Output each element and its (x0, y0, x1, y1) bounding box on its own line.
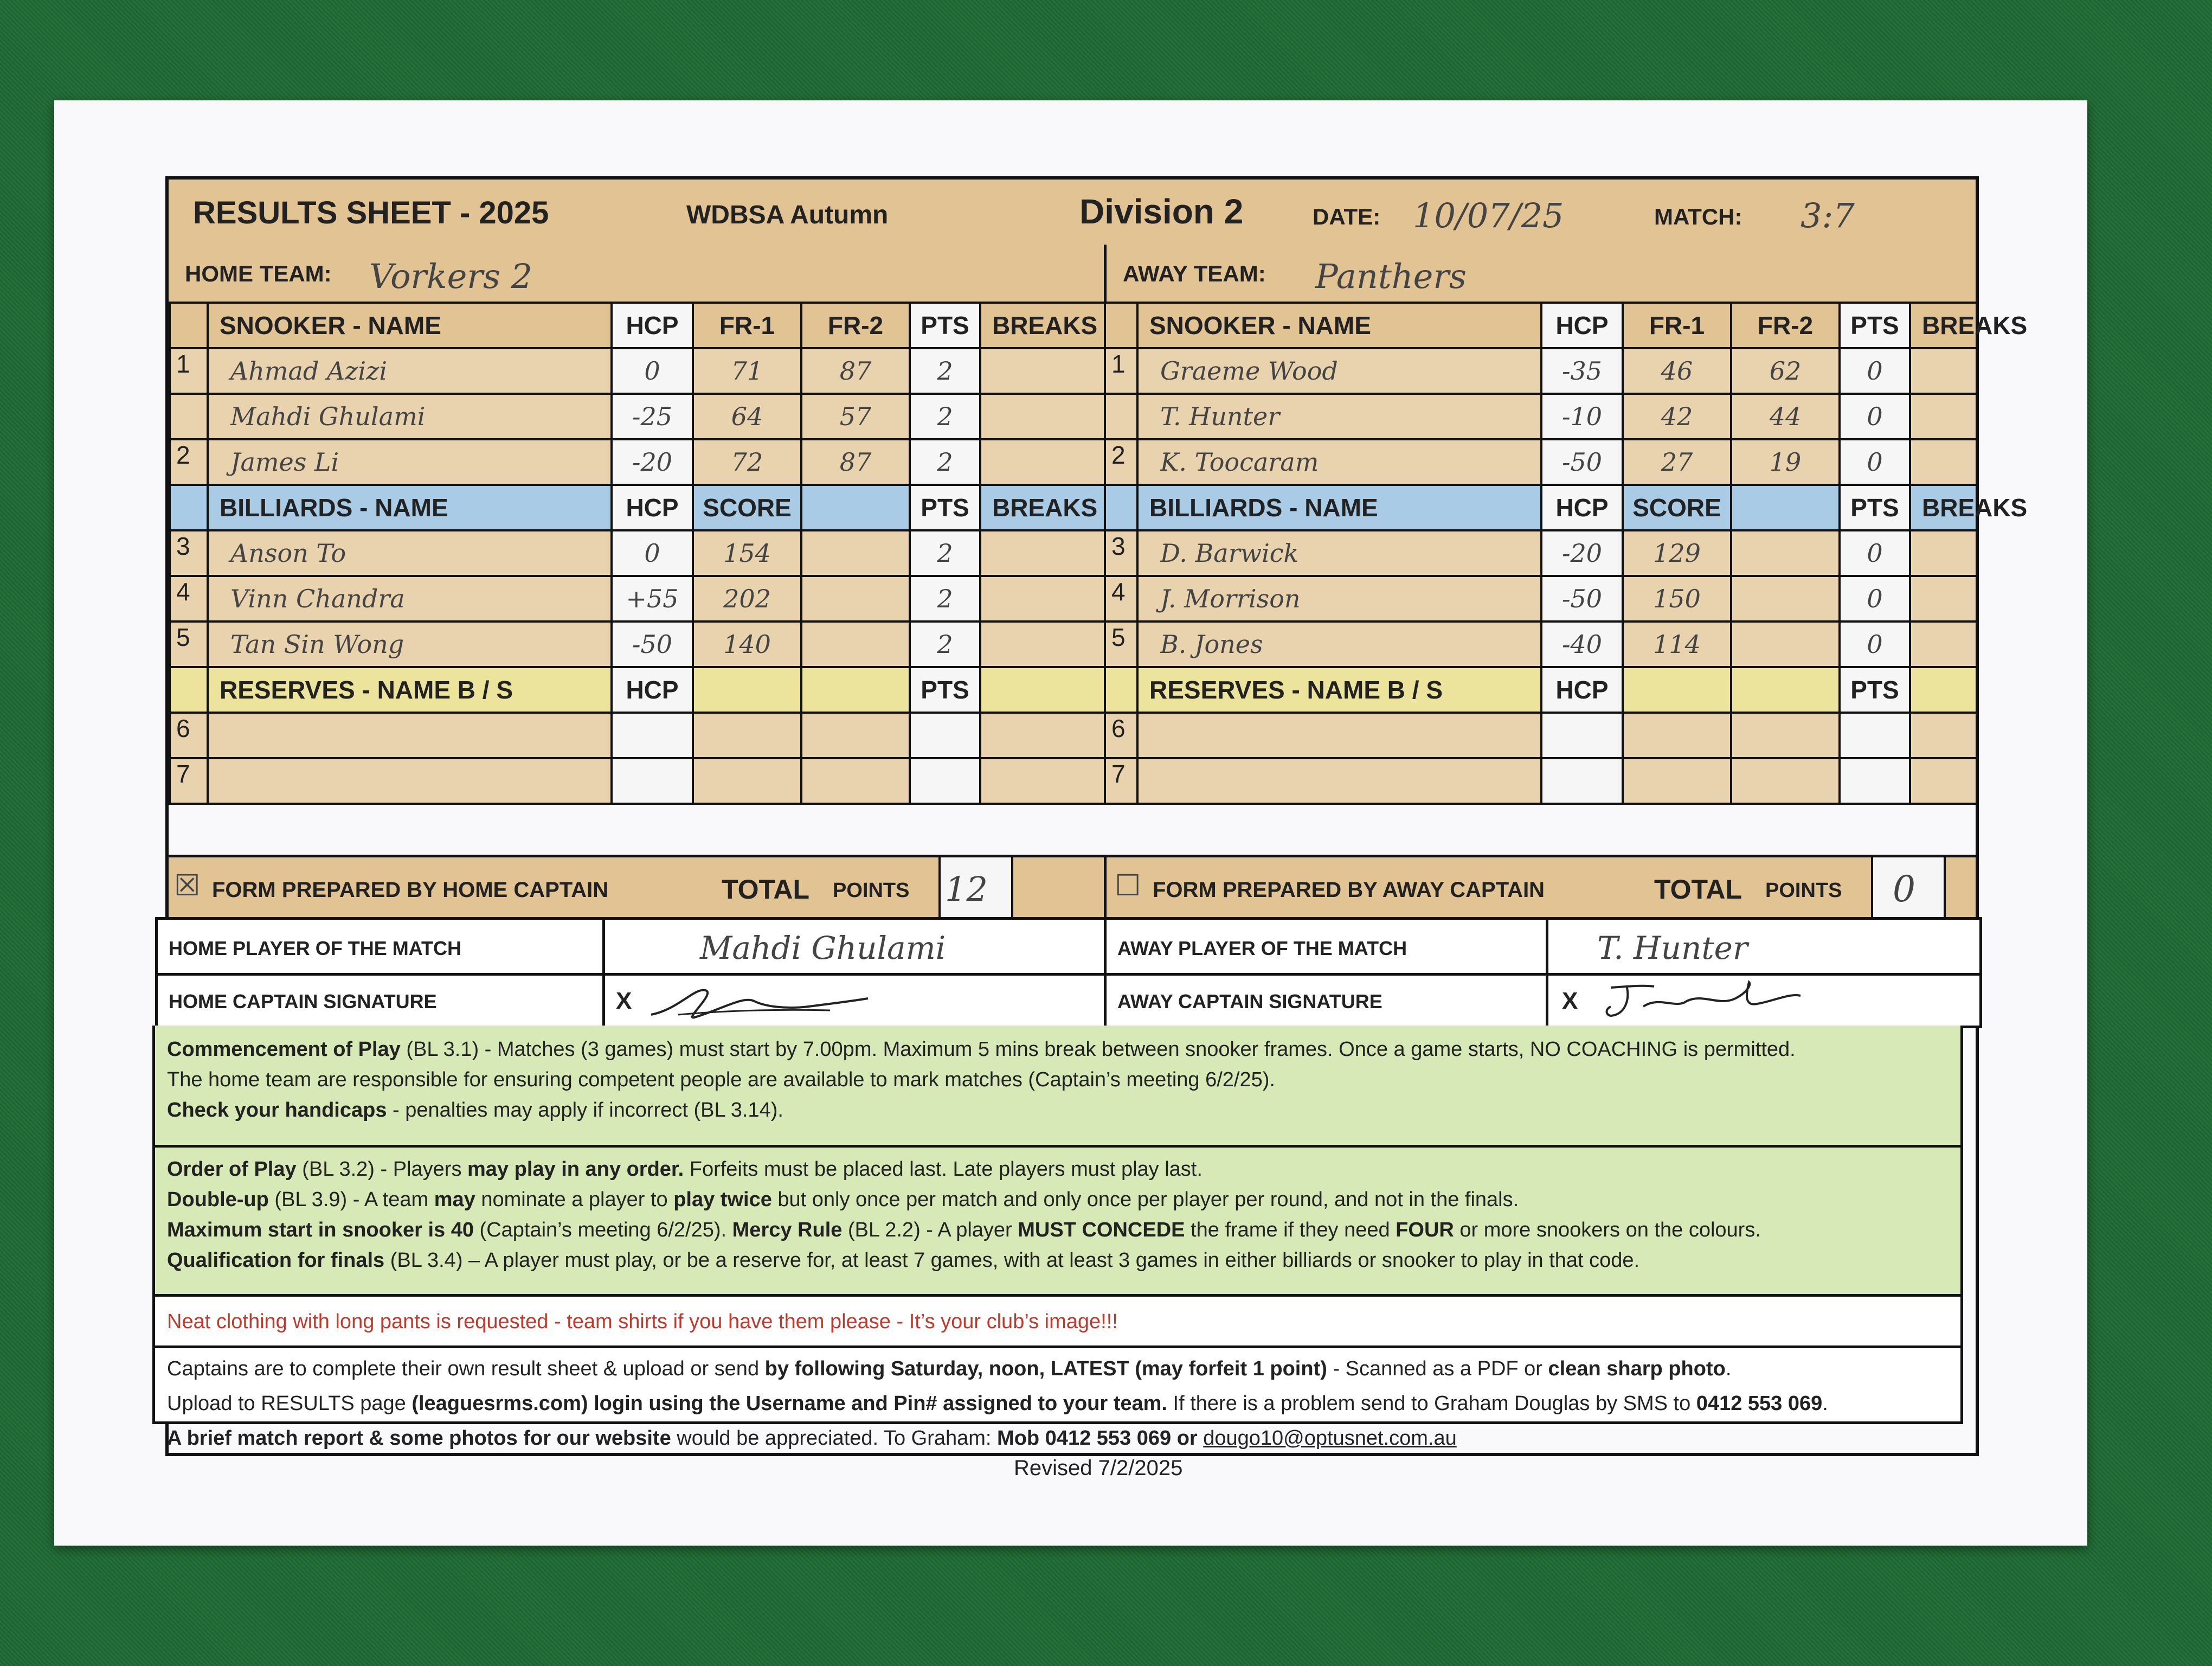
player-name[interactable]: D. Barwick (1137, 530, 1541, 576)
handicap-cell[interactable]: 0 (612, 348, 693, 394)
footer-instructions (155, 1345, 1960, 1450)
handicap-cell[interactable]: -35 (1541, 348, 1623, 394)
rule-text: Order of Play (167, 1158, 297, 1181)
frame2-score[interactable]: 44 (1731, 394, 1840, 439)
reserve-name-cell[interactable] (208, 713, 612, 758)
empty-cell (801, 621, 910, 667)
breaks-cell[interactable] (1910, 348, 1977, 394)
row-number: 4 (170, 576, 208, 621)
away-form-prepared-label: FORM PREPARED BY AWAY CAPTAIN (1153, 878, 1545, 902)
row-number: 7 (1105, 758, 1137, 804)
empty-cell[interactable] (693, 758, 801, 804)
away-billiards-header: BILLIARDS - NAME (1137, 485, 1541, 530)
reserve-name-cell[interactable] (208, 758, 612, 804)
hcp-header: HCP (612, 667, 693, 713)
home-team-name: Vorkers 2 (369, 257, 532, 296)
points-cell[interactable] (910, 758, 980, 804)
frame2-score[interactable]: 19 (1731, 439, 1840, 485)
score-cell[interactable]: 114 (1623, 621, 1731, 667)
player-name[interactable]: Graeme Wood (1137, 348, 1541, 394)
points-cell[interactable]: 0 (1840, 439, 1910, 485)
score-cell[interactable]: 154 (693, 530, 801, 576)
points-cell[interactable] (1840, 713, 1910, 758)
pts-header: PTS (910, 485, 980, 530)
rule-text: FOUR (1396, 1219, 1454, 1241)
away-billiards-row (1105, 576, 1977, 621)
handicap-cell[interactable] (1541, 758, 1623, 804)
rule-text: MUST CONCEDE (1018, 1219, 1185, 1241)
fr1-header: FR-1 (1623, 303, 1731, 348)
handicap-cell[interactable]: -25 (612, 394, 693, 439)
away-billiards-header-row (1105, 485, 1977, 530)
row-number: 6 (1105, 713, 1137, 758)
date-value: 10/07/25 (1413, 196, 1564, 235)
empty-cell (801, 530, 910, 576)
rule-text: - Scanned as a PDF or (1327, 1357, 1548, 1380)
row-number: 6 (170, 713, 208, 758)
home-captain-signature-label: HOME CAPTAIN SIGNATURE (169, 990, 437, 1013)
breaks-header: BREAKS (1910, 485, 1977, 530)
frame1-score[interactable]: 27 (1623, 439, 1731, 485)
rule-text: A brief match report & some photos for our website (167, 1427, 671, 1450)
handicap-cell[interactable]: -20 (1541, 530, 1623, 576)
row-number: 5 (1105, 621, 1137, 667)
home-snooker-row (170, 348, 1108, 394)
clothing-text: Neat clothing with long pants is requested - team shirts if you have them please - It’s your club’s image!!! (167, 1310, 1118, 1333)
away-total-label: TOTAL (1654, 874, 1742, 905)
rule-text: play twice (673, 1188, 772, 1211)
rules-block-2 (155, 1145, 1960, 1294)
frame1-score[interactable]: 71 (693, 348, 801, 394)
breaks-header: BREAKS (1910, 303, 1977, 348)
away-snooker-header: SNOOKER - NAME (1137, 303, 1541, 348)
handicap-cell[interactable]: 0 (612, 530, 693, 576)
rule-text: or more snookers on the colours. (1454, 1219, 1761, 1241)
row-number: 2 (1105, 439, 1137, 485)
home-snooker-row (170, 439, 1108, 485)
rule-text: may play in any order. (467, 1158, 684, 1181)
score-cell[interactable]: 202 (693, 576, 801, 621)
rule-text: Mob 0412 553 069 or (991, 1427, 1204, 1450)
home-total-label: TOTAL (722, 874, 810, 905)
home-team-label: HOME TEAM: (185, 261, 332, 286)
player-name[interactable]: James Li (208, 439, 612, 485)
frame2-score[interactable]: 62 (1731, 348, 1840, 394)
empty-cell (1731, 621, 1840, 667)
rule-line (167, 1215, 1960, 1245)
breaks-cell[interactable] (1910, 713, 1977, 758)
handicap-cell[interactable]: -50 (1541, 439, 1623, 485)
home-reserves-header: RESERVES - NAME B / S (208, 667, 612, 713)
rule-text: Commencement of Play (167, 1038, 401, 1061)
rule-line (167, 1351, 1960, 1386)
rule-text: nominate a player to (475, 1188, 674, 1211)
rule-text: (BL 3.4) – A player must play, or be a reserve for, at least 7 games, with at least 3 games in either billiards or snooker to play in that code. (384, 1249, 1640, 1272)
date-label: DATE: (1313, 204, 1381, 229)
reserve-name-cell[interactable] (1137, 758, 1541, 804)
clothing-notice (155, 1294, 1960, 1345)
rule-line (167, 1245, 1960, 1276)
rule-text: Check your handicaps (167, 1099, 387, 1122)
home-player-of-match: Mahdi Ghulami (700, 930, 946, 966)
home-reserve-row (170, 713, 1108, 758)
rule-text: (BL 3.1) - Matches (3 games) must start by 7.00pm. Maximum 5 mins break between snooker frames. Once a game starts, NO COACHING is permitted. (400, 1038, 1796, 1061)
row-number: 2 (170, 439, 208, 485)
breaks-cell[interactable] (1910, 439, 1977, 485)
rule-text: may (434, 1188, 475, 1211)
match-value: 3:7 (1801, 196, 1855, 235)
results-sheet-paper (54, 100, 2087, 1546)
empty-cell[interactable] (1731, 758, 1840, 804)
handicap-cell[interactable] (1541, 713, 1623, 758)
home-player-of-match-label: HOME PLAYER OF THE MATCH (169, 937, 462, 959)
match-label: MATCH: (1654, 204, 1742, 229)
handicap-cell[interactable]: +55 (612, 576, 693, 621)
home-snooker-header: SNOOKER - NAME (208, 303, 612, 348)
points-cell[interactable]: 2 (910, 439, 980, 485)
row-number (1105, 394, 1137, 439)
results-sheet-frame (165, 176, 2028, 1456)
player-name[interactable]: J. Morrison (1137, 576, 1541, 621)
row-number (170, 394, 208, 439)
revised-note: Revised 7/2/2025 (1014, 1456, 1183, 1480)
points-cell[interactable] (910, 713, 980, 758)
away-results-table (1104, 302, 2028, 805)
rule-text: - penalties may apply if incorrect (BL 3.14). (387, 1099, 783, 1122)
away-snooker-row (1105, 394, 1977, 439)
away-reserve-row (1105, 758, 1977, 804)
player-name[interactable]: B. Jones (1137, 621, 1541, 667)
totals-divider (1104, 857, 1107, 917)
rule-text: Mercy Rule (732, 1219, 843, 1241)
hcp-header: HCP (1541, 303, 1623, 348)
rule-text: (BL 3.2) - Players (296, 1158, 467, 1181)
empty-cell[interactable] (1731, 713, 1840, 758)
rule-line (167, 1184, 1960, 1215)
row-number: 5 (170, 621, 208, 667)
home-captain-signature (646, 977, 873, 1026)
points-cell[interactable]: 2 (910, 348, 980, 394)
breaks-cell[interactable] (980, 348, 1108, 394)
rule-text: . (1725, 1357, 1732, 1380)
row-number: 4 (1105, 576, 1137, 621)
away-player-of-match-label: AWAY PLAYER OF THE MATCH (1117, 937, 1407, 959)
away-captain-signature (1594, 977, 1822, 1026)
breaks-header: BREAKS (980, 303, 1108, 348)
away-snooker-row (1105, 439, 1977, 485)
handicap-cell[interactable] (612, 713, 693, 758)
breaks-cell[interactable] (1910, 530, 1977, 576)
frame2-score[interactable]: 57 (801, 394, 910, 439)
row-number: 1 (1105, 348, 1137, 394)
rule-line (167, 1065, 1960, 1095)
home-billiards-row (170, 621, 1108, 667)
points-cell[interactable]: 2 (910, 621, 980, 667)
team-band-divider (1104, 245, 1107, 304)
points-cell[interactable]: 0 (1840, 394, 1910, 439)
breaks-cell[interactable] (1910, 621, 1977, 667)
breaks-cell[interactable] (1910, 758, 1977, 804)
player-name[interactable]: T. Hunter (1137, 394, 1541, 439)
frame1-score[interactable]: 46 (1623, 348, 1731, 394)
rule-text: Captains are to complete their own result sheet & upload or send (167, 1357, 765, 1380)
away-snooker-header-row (1105, 303, 1977, 348)
home-billiards-header-row (170, 485, 1108, 530)
score-header: SCORE (693, 485, 801, 530)
breaks-cell[interactable] (980, 758, 1108, 804)
breaks-cell[interactable] (980, 713, 1108, 758)
hcp-header: HCP (1541, 667, 1623, 713)
reserve-name-cell[interactable] (1137, 713, 1541, 758)
pts-header: PTS (1840, 667, 1910, 713)
rule-text: 0412 553 069 (1696, 1392, 1823, 1415)
player-name[interactable]: Mahdi Ghulami (208, 394, 612, 439)
player-name[interactable]: K. Toocaram (1137, 439, 1541, 485)
home-snooker-header-row (170, 303, 1108, 348)
points-cell[interactable]: 0 (1840, 530, 1910, 576)
points-cell[interactable]: 2 (910, 576, 980, 621)
row-number: 1 (170, 348, 208, 394)
rule-text: . (1822, 1392, 1828, 1415)
rule-text: Double-up (167, 1188, 269, 1211)
points-cell[interactable]: 0 (1840, 621, 1910, 667)
away-captain-signature-label: AWAY CAPTAIN SIGNATURE (1117, 990, 1382, 1013)
rule-text: Qualification for finals (167, 1249, 385, 1272)
away-billiards-row (1105, 621, 1977, 667)
rule-line (167, 1034, 1960, 1065)
empty-cell (801, 576, 910, 621)
breaks-cell[interactable] (980, 394, 1108, 439)
points-cell[interactable]: 2 (910, 394, 980, 439)
home-billiards-row (170, 576, 1108, 621)
competition-name: WDBSA Autumn (686, 201, 889, 229)
away-snooker-row (1105, 348, 1977, 394)
score-cell[interactable]: 150 (1623, 576, 1731, 621)
away-reserve-row (1105, 713, 1977, 758)
rule-line (167, 1421, 1960, 1456)
hcp-header: HCP (612, 485, 693, 530)
title-band (169, 180, 1976, 247)
points-cell[interactable] (1840, 758, 1910, 804)
pts-header: PTS (910, 303, 980, 348)
away-billiards-row (1105, 530, 1977, 576)
team-band (169, 245, 1976, 307)
points-cell[interactable]: 0 (1840, 348, 1910, 394)
breaks-cell[interactable] (980, 621, 1108, 667)
away-sig-x: X (1562, 988, 1578, 1014)
empty-cell (1731, 576, 1840, 621)
hcp-header: HCP (1541, 485, 1623, 530)
empty-cell[interactable] (1623, 713, 1731, 758)
home-snooker-row (170, 394, 1108, 439)
fr1-header: FR-1 (693, 303, 801, 348)
frame2-score[interactable]: 87 (801, 348, 910, 394)
handicap-cell[interactable]: -40 (1541, 621, 1623, 667)
score-cell[interactable]: 129 (1623, 530, 1731, 576)
handicap-cell[interactable]: -10 (1541, 394, 1623, 439)
points-cell[interactable]: 0 (1840, 576, 1910, 621)
frame1-score[interactable]: 72 (693, 439, 801, 485)
frame1-score[interactable]: 42 (1623, 394, 1731, 439)
player-name[interactable]: Ahmad Azizi (208, 348, 612, 394)
away-player-of-match: T. Hunter (1597, 930, 1748, 966)
rule-text: If there is a problem send to Graham Douglas by SMS to (1167, 1392, 1696, 1415)
rule-line (167, 1095, 1960, 1125)
away-team-name: Panthers (1315, 257, 1467, 296)
frame1-score[interactable]: 64 (693, 394, 801, 439)
pts-header: PTS (1840, 485, 1910, 530)
home-reserve-row (170, 758, 1108, 804)
row-number: 3 (1105, 530, 1137, 576)
signature-block (155, 917, 1982, 1028)
empty-cell[interactable] (1623, 758, 1731, 804)
home-billiards-header: BILLIARDS - NAME (208, 485, 612, 530)
home-results-table (169, 302, 1109, 805)
hcp-header: HCP (612, 303, 693, 348)
signature-mid-divider (1104, 920, 1107, 1026)
away-reserves-header: RESERVES - NAME B / S (1137, 667, 1541, 713)
rule-text: (BL 3.9) - A team (268, 1188, 434, 1211)
row-number: 7 (170, 758, 208, 804)
handicap-cell[interactable]: -20 (612, 439, 693, 485)
rule-text: (leaguesrms.com) login using the Username and Pin# assigned to your team. (411, 1392, 1167, 1415)
breaks-header: BREAKS (980, 485, 1108, 530)
rule-text: clean sharp photo (1548, 1357, 1726, 1380)
player-name[interactable]: Tan Sin Wong (208, 621, 612, 667)
home-form-checkbox[interactable]: ☒ (174, 868, 201, 902)
handicap-cell[interactable]: -50 (1541, 576, 1623, 621)
totals-band (169, 855, 1976, 920)
away-form-checkbox[interactable]: ☐ (1115, 868, 1141, 902)
rule-line (167, 1154, 1960, 1184)
rule-text: Maximum start in snooker is 40 (167, 1219, 474, 1241)
pts-header: PTS (1840, 303, 1910, 348)
pts-header: PTS (910, 667, 980, 713)
breaks-cell[interactable] (1910, 576, 1977, 621)
away-team-label: AWAY TEAM: (1123, 261, 1266, 286)
rule-line (167, 1386, 1960, 1421)
sheet-title: RESULTS SHEET - 2025 (193, 195, 549, 230)
score-header: SCORE (1623, 485, 1731, 530)
signature-col-divider (602, 920, 605, 1026)
rule-text: (Captain’s meeting 6/2/25). (473, 1219, 732, 1241)
home-billiards-row (170, 530, 1108, 576)
rule-text: the frame if they need (1185, 1219, 1396, 1241)
rule-text: Upload to RESULTS page (167, 1392, 412, 1415)
rules-block-1 (155, 1026, 1960, 1145)
rule-text: but only once per match and only once per player per round, and not in the finals. (771, 1188, 1519, 1211)
home-sig-x: X (616, 988, 632, 1014)
row-number: 3 (170, 530, 208, 576)
away-points-label: POINTS (1765, 879, 1842, 902)
score-cell[interactable]: 140 (693, 621, 801, 667)
empty-cell (1731, 530, 1840, 576)
empty-cell[interactable] (801, 758, 910, 804)
empty-cell[interactable] (801, 713, 910, 758)
rule-text[interactable]: dougo10@optusnet.com.au (1203, 1427, 1457, 1450)
breaks-cell[interactable] (1910, 394, 1977, 439)
handicap-cell[interactable]: -50 (612, 621, 693, 667)
fr2-header: FR-2 (801, 303, 910, 348)
breaks-cell[interactable] (980, 530, 1108, 576)
rule-text: To Graham: (883, 1427, 992, 1450)
home-points-label: POINTS (833, 879, 910, 902)
fr2-header: FR-2 (1731, 303, 1840, 348)
player-name[interactable]: Vinn Chandra (208, 576, 612, 621)
home-total-points: 12 (945, 869, 988, 909)
points-cell[interactable]: 2 (910, 530, 980, 576)
player-name[interactable]: Anson To (208, 530, 612, 576)
rule-text: Forfeits must be placed last. Late players must play last. (684, 1158, 1203, 1181)
home-reserves-header-row (170, 667, 1108, 713)
signature-row-divider (158, 973, 1979, 976)
frame2-score[interactable]: 87 (801, 439, 910, 485)
rule-text: by following Saturday, noon, LATEST (may forfeit 1 point) (764, 1357, 1327, 1380)
rules-section (152, 1026, 1963, 1450)
empty-cell[interactable] (693, 713, 801, 758)
signature-col-divider (1546, 920, 1548, 1026)
rule-text: The home team are responsible for ensuring competent people are available to mark matches (Captain’s meeting 6/2/25). (167, 1068, 1275, 1091)
away-total-points: 0 (1893, 868, 1915, 910)
home-form-prepared-label: FORM PREPARED BY HOME CAPTAIN (212, 878, 609, 902)
division-name: Division 2 (1079, 192, 1244, 231)
rule-text: (BL 2.2) - A player (842, 1219, 1018, 1241)
rule-text: would be appreciated. (671, 1427, 884, 1450)
breaks-cell[interactable] (980, 576, 1108, 621)
away-reserves-header-row (1105, 667, 1977, 713)
breaks-cell[interactable] (980, 439, 1108, 485)
handicap-cell[interactable] (612, 758, 693, 804)
